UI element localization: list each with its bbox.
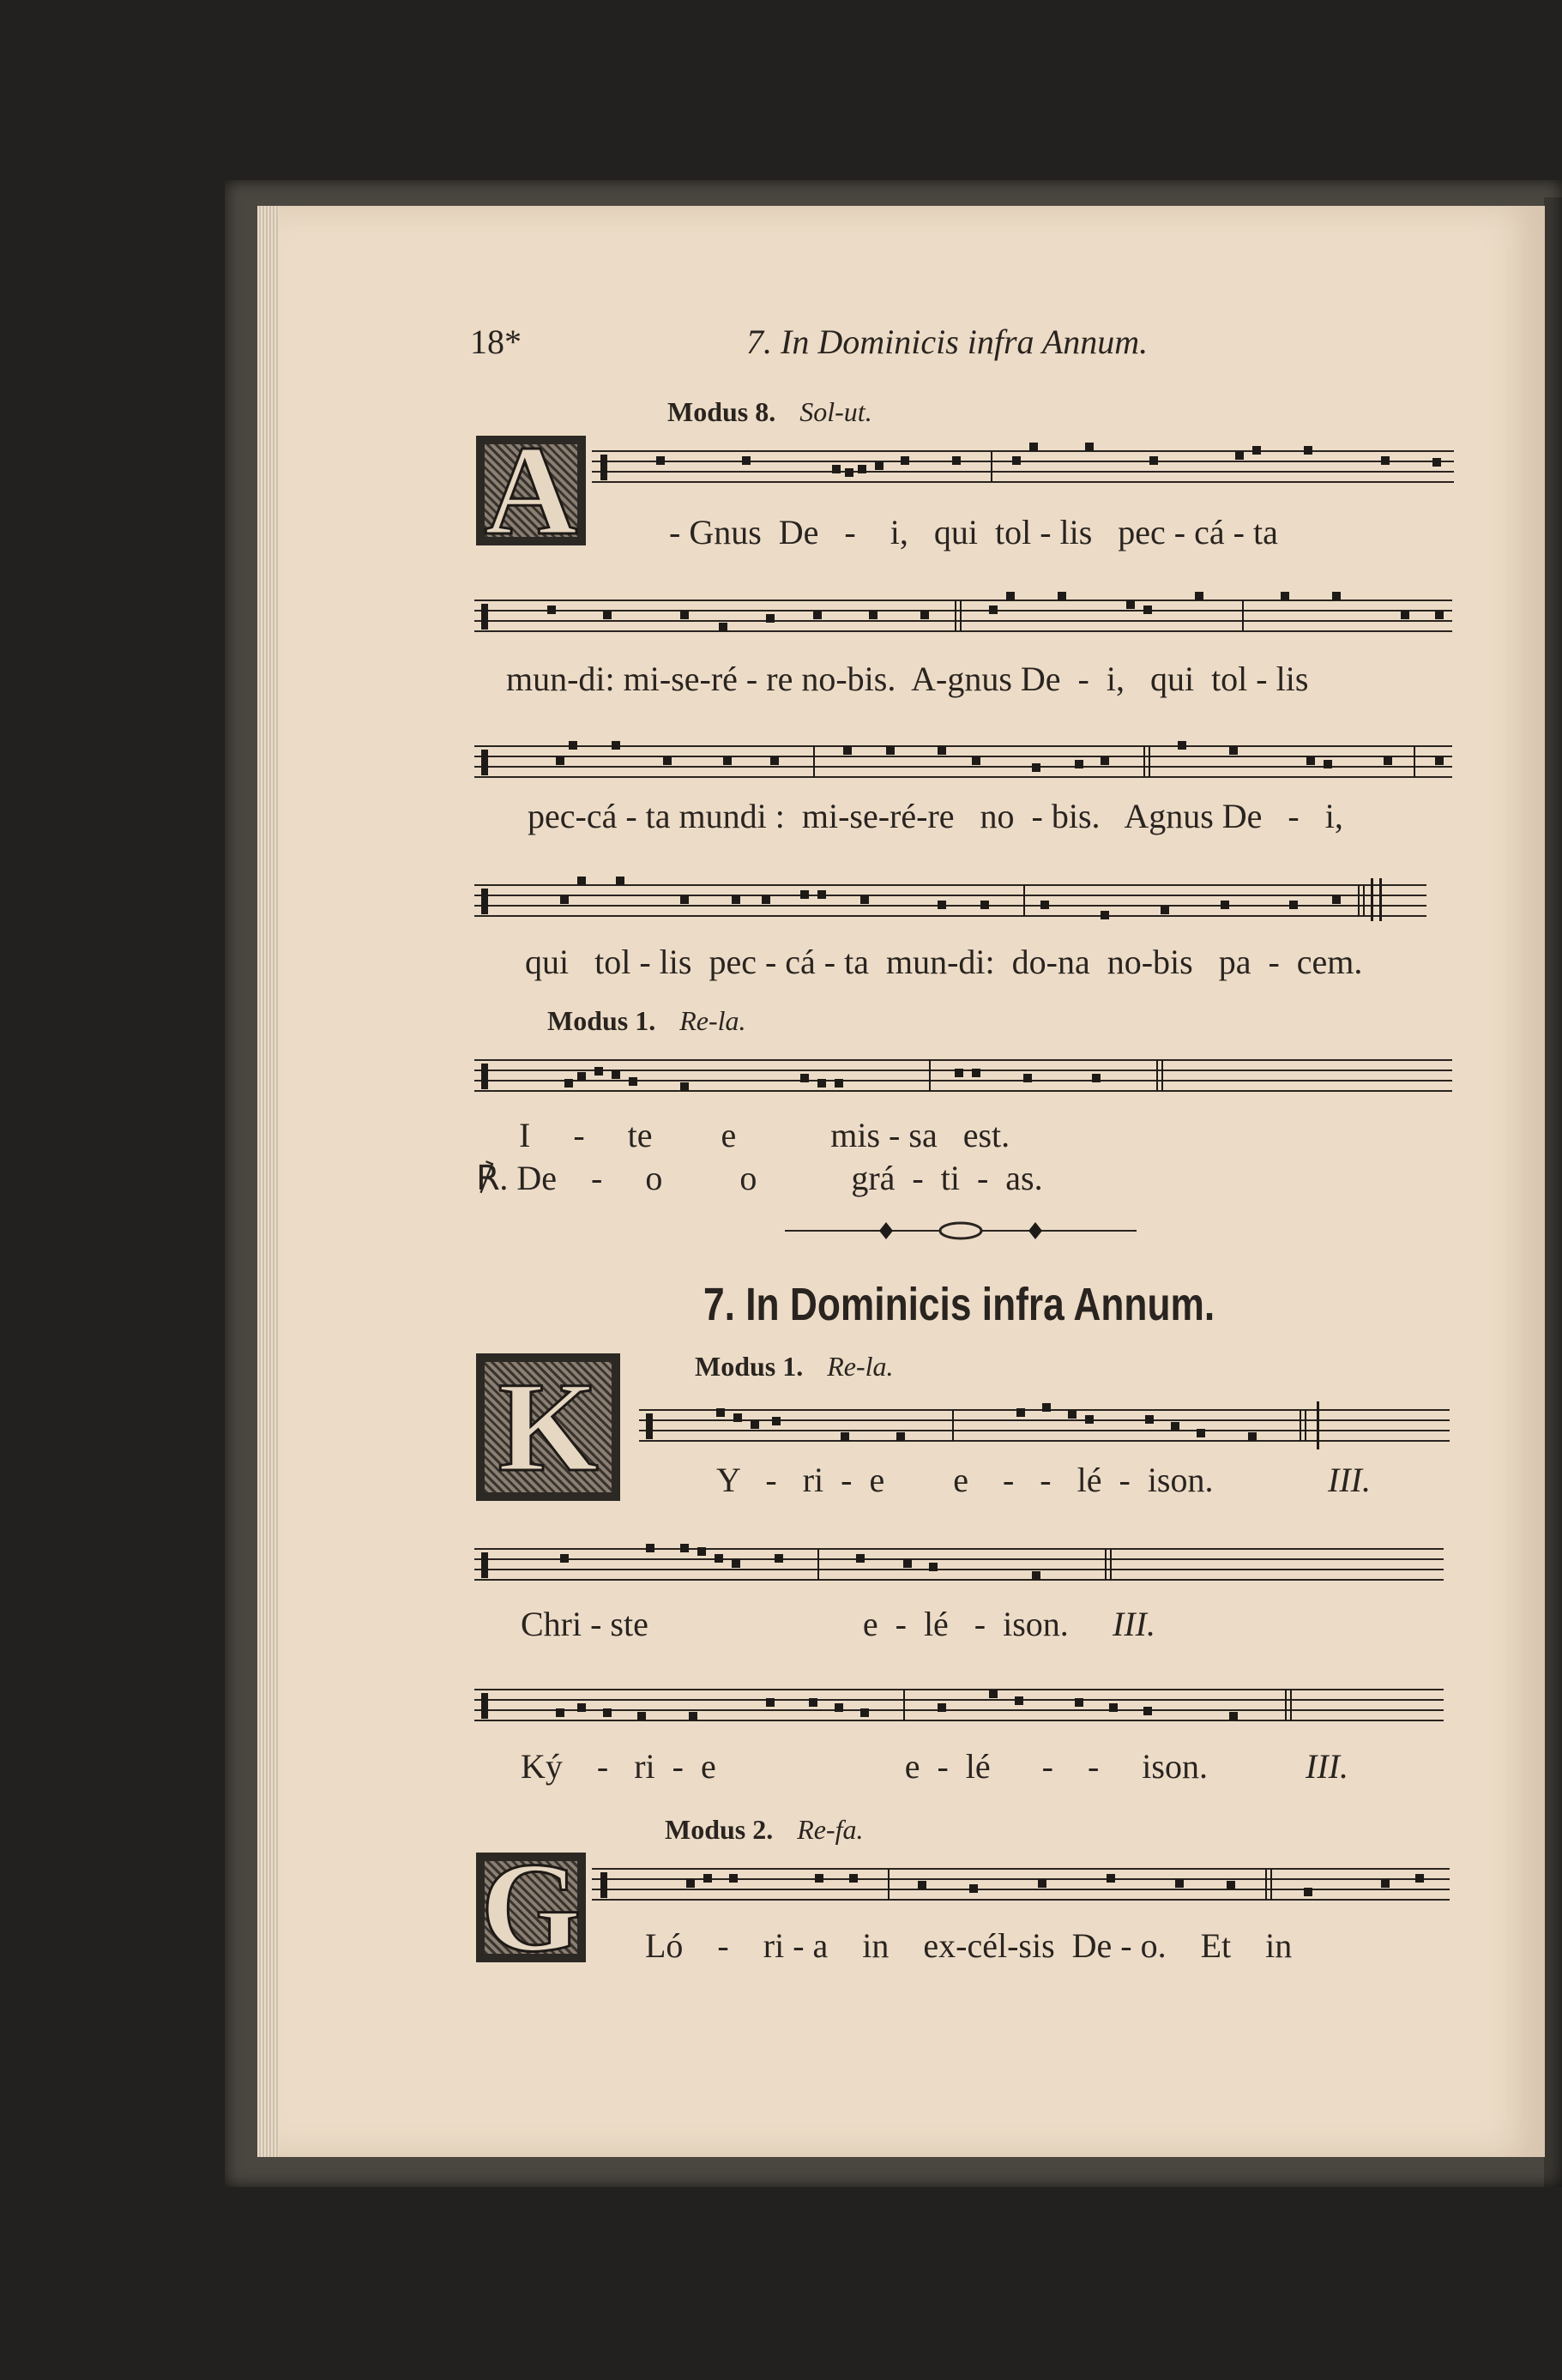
lyrics-kyrie-2: Chri - ste e - lé - ison.: [521, 1605, 1069, 1643]
ite-modus-label: Modus 1.: [547, 1005, 656, 1036]
initial-letter-g: [476, 1836, 586, 1979]
ite-modus-sub: Re-la.: [679, 1005, 746, 1036]
kyrie-modus-label: Modus 1.: [695, 1351, 804, 1382]
repeat-mark-kyrie-1: III.: [1328, 1461, 1371, 1499]
lyrics-ite-2: ℟. De - o o grá - ti - as.: [476, 1159, 1043, 1197]
repeat-mark-kyrie-3: III.: [1306, 1747, 1348, 1786]
gloria-modus-sub: Re-fa.: [797, 1814, 864, 1845]
initial-letter-k: [476, 1353, 620, 1501]
initial-letter-glyph: A: [484, 419, 578, 562]
staff-agnus-2: [474, 588, 1452, 640]
initial-letter-glyph: G: [480, 1836, 582, 1979]
page-number: 18*: [470, 322, 522, 361]
section-title: 7. In Dominicis infra Annum.: [703, 1279, 1215, 1330]
initial-letter-a: [476, 419, 586, 562]
staff-agnus-3: [474, 734, 1452, 786]
section-divider-ornament: [785, 1218, 1137, 1244]
agnus-modus: [667, 396, 872, 428]
running-title: 7. In Dominicis infra Annum.: [746, 322, 1149, 361]
lyrics-agnus-3: pec-cá - ta mundi : mi-se-ré-re no - bis. Agnus De - i,: [528, 797, 1343, 835]
staff-agnus-1: [592, 439, 1454, 491]
lyrics-kyrie-3: Ký - ri - e e - lé - - ison.: [521, 1747, 1208, 1786]
kyrie-modus-sub: Re-la.: [827, 1351, 894, 1382]
lyrics-ite-1: I - te e mis - sa est.: [485, 1116, 1010, 1154]
repeat-mark-kyrie-2: III.: [1113, 1605, 1155, 1643]
lyrics-agnus-2: mun-di: mi-se-ré - re no-bis. A-gnus De - i, qui tol - lis: [506, 660, 1309, 698]
book-spine-edge: [1544, 197, 1562, 2187]
lyrics-agnus-1: - Gnus De - i, qui tol - lis pec - cá - ta: [669, 513, 1278, 551]
ite-modus: [547, 1005, 746, 1037]
staff-gloria: [592, 1857, 1450, 1917]
gloria-modus: [665, 1814, 864, 1846]
lyrics-kyrie-1: Y - ri - e e - - lé - ison.: [716, 1461, 1214, 1499]
agnus-modus-sub: Sol-ut.: [799, 396, 872, 427]
kyrie-modus: [695, 1351, 894, 1383]
lyrics-gloria: Ló - ri - a in ex-cél-sis De - o. Et in: [645, 1926, 1293, 1965]
initial-letter-glyph: K: [498, 1356, 599, 1498]
gloria-modus-label: Modus 2.: [665, 1814, 774, 1845]
staff-kyrie-1: [639, 1391, 1450, 1460]
staff-kyrie-2: [474, 1537, 1444, 1597]
staff-ite: [474, 1048, 1452, 1108]
agnus-modus-label: Modus 8.: [667, 396, 776, 427]
staff-agnus-4: [474, 871, 1426, 931]
lyrics-agnus-4: qui tol - lis pec - cá - ta mun-di: do-na no-bis pa - cem.: [525, 943, 1363, 981]
staff-kyrie-3: [474, 1678, 1444, 1738]
